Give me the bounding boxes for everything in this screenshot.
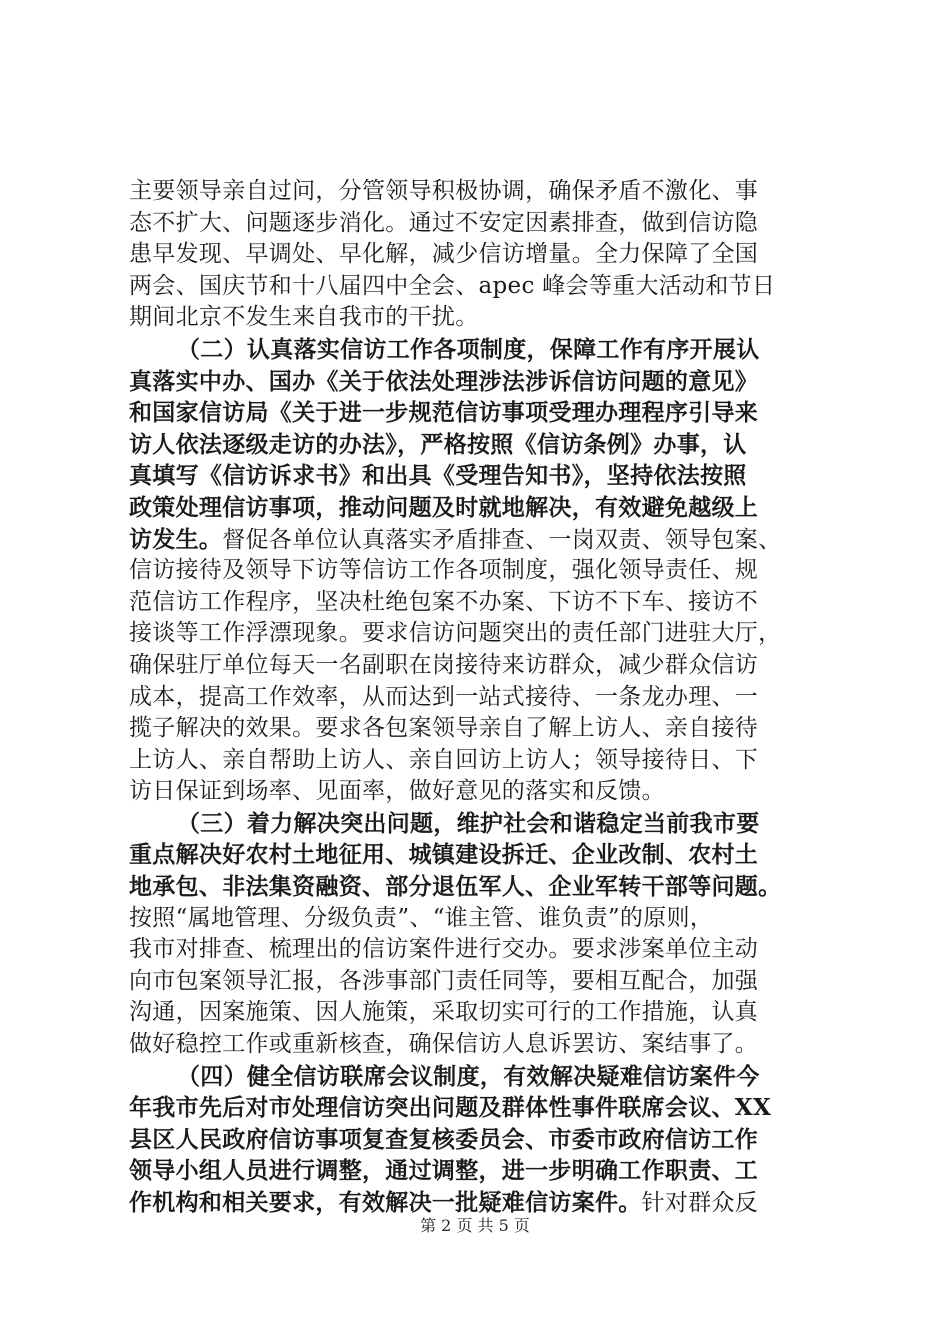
text-line [129, 713, 829, 745]
text-line [129, 302, 829, 334]
text-segment: 领导小组人员进行调整，通过调整，进一步明确工作职责、工 [129, 1157, 759, 1185]
text-segment: 信访接待及领导下访等信访工作各项制度，强化领导责任、规 [129, 557, 759, 584]
text-line [129, 208, 829, 240]
text-line [129, 239, 829, 271]
text-line [129, 397, 829, 429]
text-line [129, 555, 829, 587]
text-line [129, 934, 829, 966]
text-segment: 真填写《信访诉求书》和出具《受理告知书》，坚持依法按照 [129, 462, 747, 490]
text-line [129, 429, 829, 461]
text-line [129, 366, 829, 398]
text-line [129, 1061, 829, 1093]
text-segment: 访发生。 [129, 525, 223, 553]
text-segment: 真落实中办、国办《关于依法处理涉法涉诉信访问题的意见》 [129, 367, 759, 395]
text-segment: 按照“属地管理、分级负责”、“谁主管、谁负责”的原则， [129, 904, 714, 931]
text-segment: 上访人、亲自帮助上访人、亲自回访上访人；领导接待日、下 [129, 746, 759, 773]
text-segment: 我市对排查、梳理出的信访案件进行交办。要求涉案单位主动 [129, 936, 759, 963]
text-segment: 向市包案领导汇报，各涉事部门责任同等，要相互配合，加强 [129, 967, 759, 994]
text-segment: 督促各单位认真落实矛盾排查、一岗双责、领导包案、 [222, 526, 782, 553]
text-segment: 揽子解决的效果。要求各包案领导亲自了解上访人、亲自接待 [129, 715, 759, 742]
text-line [129, 682, 829, 714]
text-segment: 沟通，因案施策、因人施策，采取切实可行的工作措施，认真 [129, 999, 759, 1026]
page-footer: 第 2 页 共 5 页 [420, 1216, 530, 1235]
text-line [129, 650, 829, 682]
text-line [129, 871, 829, 903]
text-segment: 做好稳控工作或重新核查，确保信访人息诉罢访、案结事了。 [129, 1031, 759, 1058]
text-line [129, 1155, 829, 1187]
text-segment: 年我市先后对市处理信访突出问题及群体性事件联席会议、XX [129, 1094, 772, 1122]
text-segment: 地承包、非法集资融资、部分退伍军人、企业军转干部等问题。 [129, 873, 782, 901]
text-segment: 态不扩大、问题逐步消化。通过不安定因素排查，做到信访隐 [129, 209, 759, 236]
text-line [129, 492, 829, 524]
text-line [129, 587, 829, 619]
text-segment: 患早发现、早调处、早化解，减少信访增量。全力保障了全国 [129, 241, 759, 268]
text-line [129, 903, 829, 935]
text-segment: （二）认真落实信访工作各项制度，保障工作有序开展认 [177, 335, 760, 363]
text-segment: 成本，提高工作效率，从而达到一站式接待、一条龙办理、一 [129, 683, 759, 710]
text-segment: 主要领导亲自过问，分管领导积极协调，确保矛盾不激化、事 [129, 178, 759, 204]
text-line [129, 460, 829, 492]
text-line [129, 271, 829, 303]
text-segment: 确保驻厅单位每天一名副职在岗接待来访群众，减少群众信访 [129, 651, 759, 678]
text-segment: （三）着力解决突出问题，维护社会和谐稳定当前我市要 [177, 809, 760, 837]
text-segment: 和国家信访局《关于进一步规范信访事项受理办理程序引导来 [129, 399, 759, 427]
text-segment: 作机构和相关要求，有效解决一批疑难信访案件。 [129, 1189, 642, 1216]
text-segment: 两会、国庆节和十八届四中全会、apec 峰会等重大活动和节日 [129, 272, 776, 299]
text-segment: 访人依法逐级走访的办法》，严格按照《信访条例》办事，认 [129, 430, 747, 458]
text-line [129, 176, 829, 208]
text-line [129, 745, 829, 777]
text-segment: 期间北京不发生来自我市的干扰。 [129, 304, 479, 331]
text-line [129, 524, 829, 556]
body-text [129, 176, 829, 1219]
text-segment: 重点解决好农村土地征用、城镇建设拆迁、企业改制、农村土 [129, 841, 759, 869]
text-segment: 范信访工作程序，坚决杜绝包案不办案、下访不下车、接访不 [129, 588, 759, 615]
text-segment: 针对群众反 [641, 1190, 759, 1216]
text-segment: 县区人民政府信访事项复查复核委员会、市委市政府信访工作 [129, 1125, 759, 1153]
text-segment: （四）健全信访联席会议制度，有效解决疑难信访案件今 [177, 1062, 760, 1090]
text-line [129, 776, 829, 808]
text-line [129, 966, 829, 998]
text-line [129, 1029, 829, 1061]
text-line [129, 334, 829, 366]
text-segment: 接谈等工作浮漂现象。要求信访问题突出的责任部门进驻大厅， [129, 620, 782, 647]
text-segment: 访日保证到场率、见面率，做好意见的落实和反馈。 [129, 778, 665, 805]
text-line [129, 1092, 829, 1124]
text-line [129, 808, 829, 840]
text-line [129, 997, 829, 1029]
text-line [129, 1124, 829, 1156]
text-segment: 政策处理信访事项，推动问题及时就地解决，有效避免越级上 [129, 493, 759, 521]
text-line [129, 839, 829, 871]
text-line [129, 618, 829, 650]
